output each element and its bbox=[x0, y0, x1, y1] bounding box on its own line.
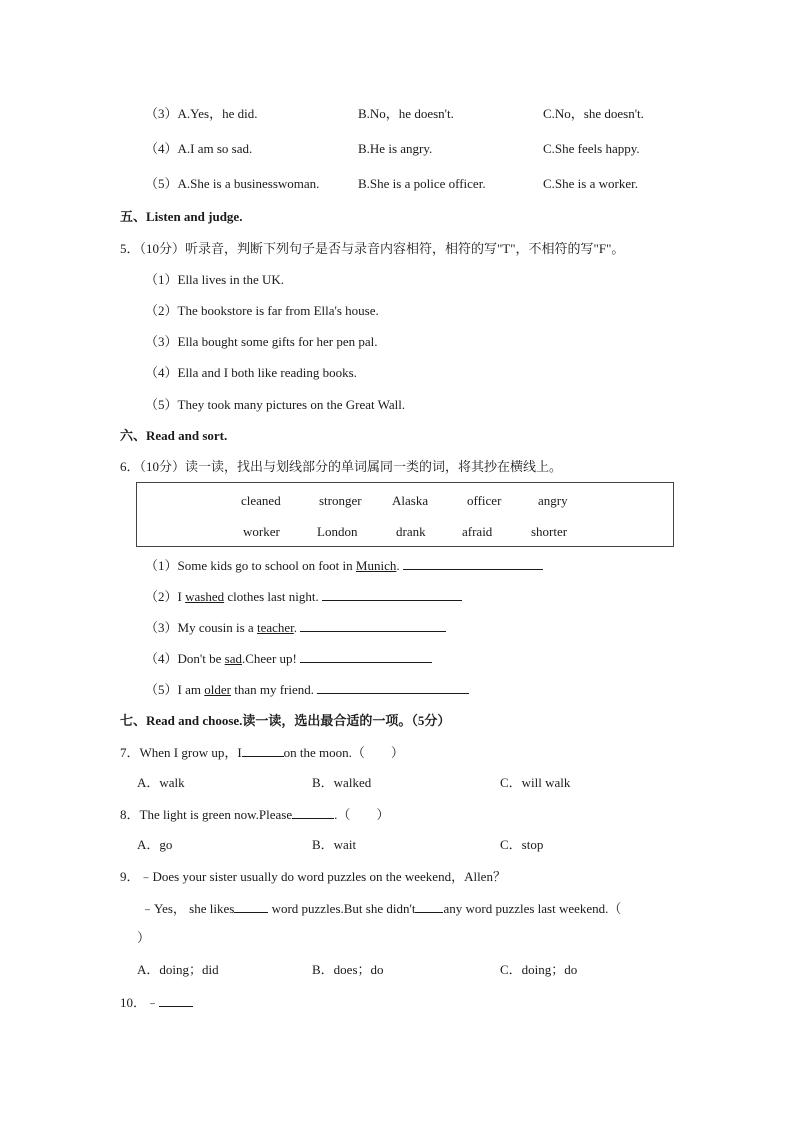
word-bank-word: afraid bbox=[462, 524, 493, 539]
q8-option-b[interactable]: B．wait bbox=[312, 837, 357, 852]
underlined-word: sad bbox=[224, 651, 242, 666]
word-bank-word: Alaska bbox=[392, 493, 429, 508]
answer-blank[interactable] bbox=[159, 993, 193, 1007]
q9-option-a[interactable]: A．doing；did bbox=[137, 962, 219, 977]
question-7-stem: 7．When I grow up，I on the moon.（ ） bbox=[120, 745, 404, 760]
word-bank-word: worker bbox=[243, 524, 280, 539]
question-9-stem: 9．﹣Does your sister usually do word puzzles on the weekend，Allen？ bbox=[120, 869, 506, 884]
q4-item-4-option-c: C.She feels happy. bbox=[543, 141, 640, 156]
answer-blank[interactable] bbox=[234, 899, 268, 913]
q6-sentence-3: （3）My cousin is a teacher. bbox=[145, 618, 446, 637]
q5-statement-5: （5）They took many pictures on the Great Wall. bbox=[145, 397, 406, 412]
word-bank-word: stronger bbox=[319, 493, 362, 508]
answer-blank[interactable] bbox=[317, 680, 469, 694]
q8-option-c[interactable]: C．stop bbox=[500, 837, 544, 852]
answer-blank[interactable] bbox=[300, 649, 432, 663]
q7-option-b[interactable]: B．walked bbox=[312, 775, 372, 790]
word-bank-word: officer bbox=[467, 493, 502, 508]
q4-item-3-option-a: （3）A.Yes，he did. bbox=[145, 106, 258, 121]
answer-blank[interactable] bbox=[403, 556, 543, 570]
q6-sentence-1: （1）Some kids go to school on foot in Munich. bbox=[145, 556, 543, 575]
q4-item-4-option-b: B.He is angry. bbox=[358, 141, 433, 156]
underlined-word: washed bbox=[185, 589, 225, 604]
q4-item-3-option-c: C.No，she doesn't. bbox=[543, 106, 644, 121]
word-bank-word: shorter bbox=[531, 524, 568, 539]
q7-option-c[interactable]: C．will walk bbox=[500, 775, 571, 790]
word-bank-word: drank bbox=[396, 524, 426, 539]
section-5-heading: 五、Listen and judge. bbox=[120, 209, 243, 224]
question-5-prompt: 5．（10分）听录音，判断下列句子是否与录音内容相符，相符的写"T"，不相符的写"F"。 bbox=[120, 241, 625, 256]
q6-sentence-5: （5）I am older than my friend. bbox=[145, 680, 469, 699]
question-6-prompt: 6．（10分）读一读，找出与划线部分的单词属同一类的词，将其抄在横线上。 bbox=[120, 459, 563, 474]
q4-item-4-option-a: （4）A.I am so sad. bbox=[145, 141, 253, 156]
q5-statement-2: （2）The bookstore is far from Ella's house. bbox=[145, 303, 379, 318]
answer-blank[interactable] bbox=[300, 618, 446, 632]
q4-item-5-option-b: B.She is a police officer. bbox=[358, 176, 486, 191]
section-7-heading: 七、Read and choose.读一读，选出最合适的一项。（5分） bbox=[120, 713, 451, 728]
word-bank-box bbox=[136, 482, 674, 547]
question-9-response: ﹣Yes， she likes word puzzles.But she didn't any word puzzles last weekend.（ bbox=[141, 901, 622, 916]
answer-blank[interactable] bbox=[322, 587, 462, 601]
q4-item-3-option-b: B.No，he doesn't. bbox=[358, 106, 454, 121]
underlined-word: Munich bbox=[355, 558, 397, 573]
q7-option-a[interactable]: A．walk bbox=[137, 775, 185, 790]
q5-statement-4: （4）Ella and I both like reading books. bbox=[145, 365, 357, 380]
word-bank-word: London bbox=[317, 524, 358, 539]
q9-option-c[interactable]: C．doing；do bbox=[500, 962, 578, 977]
q4-item-5-option-a: （5）A.She is a businesswoman. bbox=[145, 176, 320, 191]
answer-blank[interactable] bbox=[415, 899, 443, 913]
question-8-stem: 8．The light is green now.Please .（ ） bbox=[120, 807, 390, 822]
q6-sentence-2: （2）I washed clothes last night. bbox=[145, 587, 462, 606]
q5-statement-1: （1）Ella lives in the UK. bbox=[145, 272, 285, 287]
word-bank-word: cleaned bbox=[241, 493, 281, 508]
question-10-stem: 10．﹣ bbox=[120, 993, 193, 1012]
underlined-word: teacher bbox=[256, 620, 294, 635]
underlined-word: older bbox=[204, 682, 231, 697]
q4-item-5-option-c: C.She is a worker. bbox=[543, 176, 638, 191]
answer-blank[interactable] bbox=[242, 743, 284, 757]
q6-sentence-4: （4）Don't be sad.Cheer up! bbox=[145, 649, 432, 668]
q9-option-b[interactable]: B．does；do bbox=[312, 962, 384, 977]
word-bank-word: angry bbox=[538, 493, 568, 508]
q5-statement-3: （3）Ella bought some gifts for her pen pal. bbox=[145, 334, 378, 349]
answer-blank[interactable] bbox=[292, 805, 334, 819]
q8-option-a[interactable]: A．go bbox=[137, 837, 173, 852]
question-9-paren-close: ） bbox=[137, 930, 151, 945]
section-6-heading: 六、Read and sort. bbox=[120, 428, 228, 443]
